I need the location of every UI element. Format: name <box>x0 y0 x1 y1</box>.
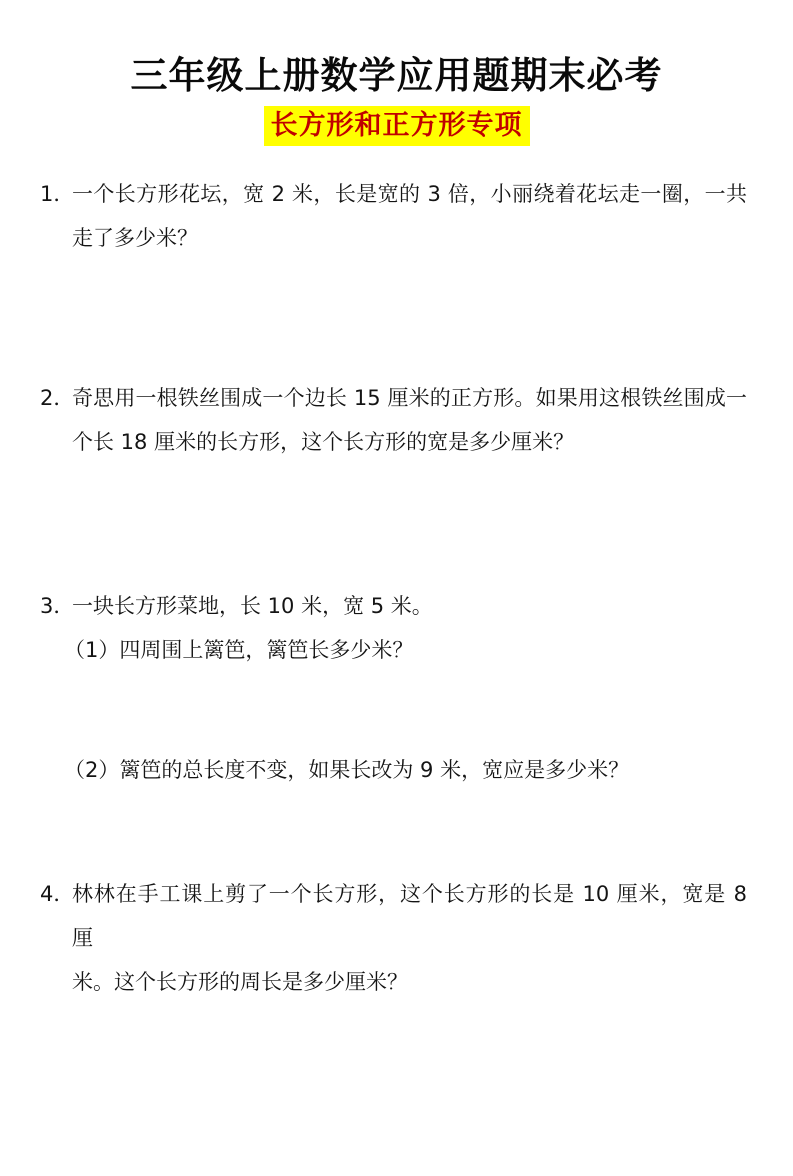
question-4-text <box>72 872 747 1004</box>
question-3-line-1: 一块长方形菜地，长 10 米，宽 5 米。 <box>72 594 433 619</box>
subtitle-row <box>0 106 793 146</box>
question-2-line-2: 个长 18 厘米的长方形，这个长方形的宽是多少厘米？ <box>72 430 575 455</box>
question-4 <box>40 872 747 1004</box>
question-1-number: 1． <box>40 182 75 207</box>
question-4-line-2: 米。这个长方形的周长是多少厘米？ <box>72 970 408 995</box>
question-2-text <box>72 376 747 464</box>
question-3-sub-1: （1）四周围上篱笆，篱笆长多少米？ <box>64 638 414 663</box>
question-2-number: 2． <box>40 386 75 411</box>
page-title: 三年级上册数学应用题期末必考 <box>130 54 663 97</box>
question-3-sub-2: （2）篱笆的总长度不变，如果长改为 9 米，宽应是多少米？ <box>64 758 630 783</box>
question-1 <box>40 172 747 260</box>
question-2-line-1: 奇思用一根铁丝围成一个边长 15 厘米的正方形。如果用这根铁丝围成一 <box>72 386 747 411</box>
question-1-text <box>72 172 747 260</box>
question-3-number: 3． <box>40 594 75 619</box>
worksheet-page <box>0 54 793 1176</box>
question-4-line-1: 林林在手工课上剪了一个长方形，这个长方形的长是 10 厘米，宽是 8 厘 <box>72 882 747 951</box>
question-3 <box>40 584 747 792</box>
question-3-text <box>64 584 747 792</box>
page-subtitle: 长方形和正方形专项 <box>264 106 530 146</box>
question-2 <box>40 376 747 464</box>
question-1-line-2: 走了多少米？ <box>72 226 198 251</box>
question-1-line-1: 一个长方形花坛，宽 2 米，长是宽的 3 倍，小丽绕着花坛走一圈，一共 <box>72 182 747 207</box>
question-list <box>40 172 747 1004</box>
question-4-number: 4． <box>40 882 75 907</box>
